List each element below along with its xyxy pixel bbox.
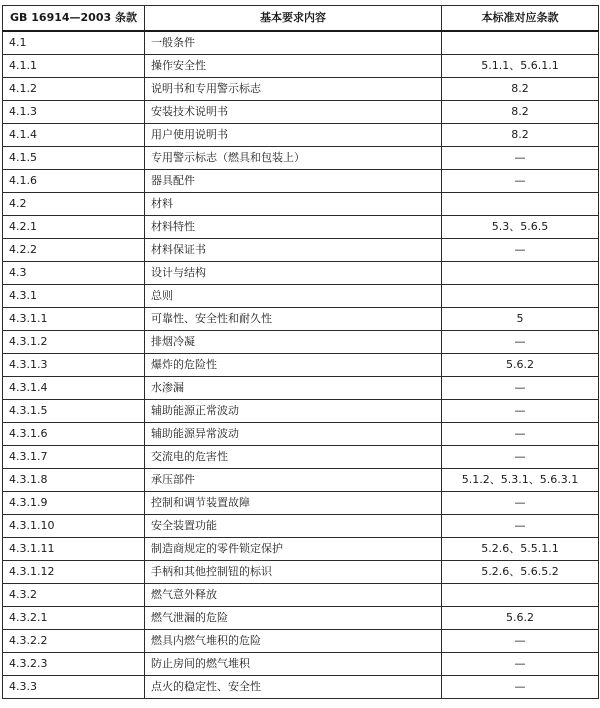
clause-cell: 4.1.4 [3, 124, 145, 147]
table-row [3, 216, 599, 239]
table-row [3, 239, 599, 262]
requirement-cell: 爆炸的危险性 [145, 354, 442, 377]
clause-cell: 4.1.5 [3, 147, 145, 170]
table-row [3, 31, 599, 55]
clause-cell: 4.3.1.8 [3, 469, 145, 492]
clause-cell: 4.3.1.7 [3, 446, 145, 469]
clause-cell: 4.3.1.4 [3, 377, 145, 400]
reference-cell: 8.2 [442, 124, 599, 147]
reference-cell: — [442, 492, 599, 515]
table-row [3, 101, 599, 124]
reference-cell [442, 193, 599, 216]
standards-correspondence-table [2, 5, 599, 699]
clause-cell: 4.3.1 [3, 285, 145, 308]
requirement-cell: 承压部件 [145, 469, 442, 492]
requirement-cell: 燃气意外释放 [145, 584, 442, 607]
requirement-cell: 防止房间的燃气堆积 [145, 653, 442, 676]
table-header [3, 6, 599, 32]
clause-cell: 4.2 [3, 193, 145, 216]
reference-cell: — [442, 331, 599, 354]
requirement-cell: 用户使用说明书 [145, 124, 442, 147]
table-row [3, 400, 599, 423]
clause-cell: 4.3.2.2 [3, 630, 145, 653]
reference-cell: 5.1.2、5.3.1、5.6.3.1 [442, 469, 599, 492]
reference-cell: 5.1.1、5.6.1.1 [442, 55, 599, 78]
clause-cell: 4.3.2.1 [3, 607, 145, 630]
requirement-cell: 材料保证书 [145, 239, 442, 262]
table-row [3, 147, 599, 170]
table-row [3, 377, 599, 400]
reference-cell: 5.2.6、5.5.1.1 [442, 538, 599, 561]
reference-cell: — [442, 147, 599, 170]
clause-cell: 4.1.6 [3, 170, 145, 193]
reference-cell: — [442, 515, 599, 538]
clause-cell: 4.3.1.9 [3, 492, 145, 515]
clause-cell: 4.3.1.10 [3, 515, 145, 538]
table-row [3, 446, 599, 469]
reference-cell: 5.6.2 [442, 354, 599, 377]
requirement-cell: 说明书和专用警示标志 [145, 78, 442, 101]
table-row [3, 308, 599, 331]
table-row [3, 584, 599, 607]
table-row [3, 607, 599, 630]
table-row [3, 331, 599, 354]
clause-cell: 4.1 [3, 31, 145, 55]
clause-cell: 4.1.3 [3, 101, 145, 124]
reference-cell: 8.2 [442, 78, 599, 101]
reference-cell: — [442, 377, 599, 400]
clause-cell: 4.2.2 [3, 239, 145, 262]
reference-cell: 5 [442, 308, 599, 331]
table-row [3, 170, 599, 193]
clause-cell: 4.3.1.3 [3, 354, 145, 377]
requirement-cell: 手柄和其他控制钮的标识 [145, 561, 442, 584]
requirement-cell: 总则 [145, 285, 442, 308]
reference-cell: — [442, 170, 599, 193]
reference-cell: — [442, 653, 599, 676]
reference-cell: 8.2 [442, 101, 599, 124]
requirement-cell: 操作安全性 [145, 55, 442, 78]
reference-cell: — [442, 446, 599, 469]
requirement-cell: 燃具内燃气堆积的危险 [145, 630, 442, 653]
table-row [3, 285, 599, 308]
requirement-cell: 安装技术说明书 [145, 101, 442, 124]
requirement-cell: 辅助能源异常波动 [145, 423, 442, 446]
clause-cell: 4.1.2 [3, 78, 145, 101]
table-row [3, 55, 599, 78]
clause-cell: 4.3.3 [3, 676, 145, 699]
table-row [3, 653, 599, 676]
clause-cell: 4.3.1.1 [3, 308, 145, 331]
requirement-cell: 设计与结构 [145, 262, 442, 285]
requirement-cell: 水渗漏 [145, 377, 442, 400]
clause-cell: 4.3.1.6 [3, 423, 145, 446]
reference-cell: 5.3、5.6.5 [442, 216, 599, 239]
clause-cell: 4.3.1.12 [3, 561, 145, 584]
requirement-cell: 控制和调节装置故障 [145, 492, 442, 515]
requirement-cell: 辅助能源正常波动 [145, 400, 442, 423]
requirement-cell: 一般条件 [145, 31, 442, 55]
requirement-cell: 点火的稳定性、安全性 [145, 676, 442, 699]
table-row [3, 193, 599, 216]
requirement-cell: 排烟冷凝 [145, 331, 442, 354]
table-body [3, 31, 599, 699]
requirement-cell: 交流电的危害性 [145, 446, 442, 469]
clause-cell: 4.3.2 [3, 584, 145, 607]
clause-cell: 4.3 [3, 262, 145, 285]
reference-cell [442, 285, 599, 308]
table-row [3, 630, 599, 653]
clause-cell: 4.3.2.3 [3, 653, 145, 676]
table-row [3, 538, 599, 561]
table-row [3, 262, 599, 285]
reference-cell [442, 31, 599, 55]
reference-cell: 5.2.6、5.6.5.2 [442, 561, 599, 584]
reference-cell: — [442, 630, 599, 653]
table-row [3, 124, 599, 147]
header-reference: 本标准对应条款 [442, 6, 599, 32]
requirement-cell: 材料特性 [145, 216, 442, 239]
reference-cell [442, 262, 599, 285]
requirement-cell: 燃气泄漏的危险 [145, 607, 442, 630]
requirement-cell: 器具配件 [145, 170, 442, 193]
reference-cell: — [442, 239, 599, 262]
reference-cell: — [442, 423, 599, 446]
reference-cell: 5.6.2 [442, 607, 599, 630]
reference-cell [442, 584, 599, 607]
table-row [3, 423, 599, 446]
requirement-cell: 安全装置功能 [145, 515, 442, 538]
table-row [3, 78, 599, 101]
requirement-cell: 材料 [145, 193, 442, 216]
clause-cell: 4.3.1.11 [3, 538, 145, 561]
header-requirement: 基本要求内容 [145, 6, 442, 32]
clause-cell: 4.1.1 [3, 55, 145, 78]
header-row [3, 6, 599, 32]
clause-cell: 4.2.1 [3, 216, 145, 239]
requirement-cell: 专用警示标志（燃具和包装上） [145, 147, 442, 170]
table-row [3, 469, 599, 492]
requirement-cell: 制造商规定的零件锁定保护 [145, 538, 442, 561]
requirement-cell: 可靠性、安全性和耐久性 [145, 308, 442, 331]
table-row [3, 354, 599, 377]
clause-cell: 4.3.1.2 [3, 331, 145, 354]
table-row [3, 676, 599, 699]
table-row [3, 515, 599, 538]
reference-cell: — [442, 400, 599, 423]
table-row [3, 492, 599, 515]
table-row [3, 561, 599, 584]
clause-cell: 4.3.1.5 [3, 400, 145, 423]
reference-cell: — [442, 676, 599, 699]
header-clause: GB 16914—2003 条款 [3, 6, 145, 32]
